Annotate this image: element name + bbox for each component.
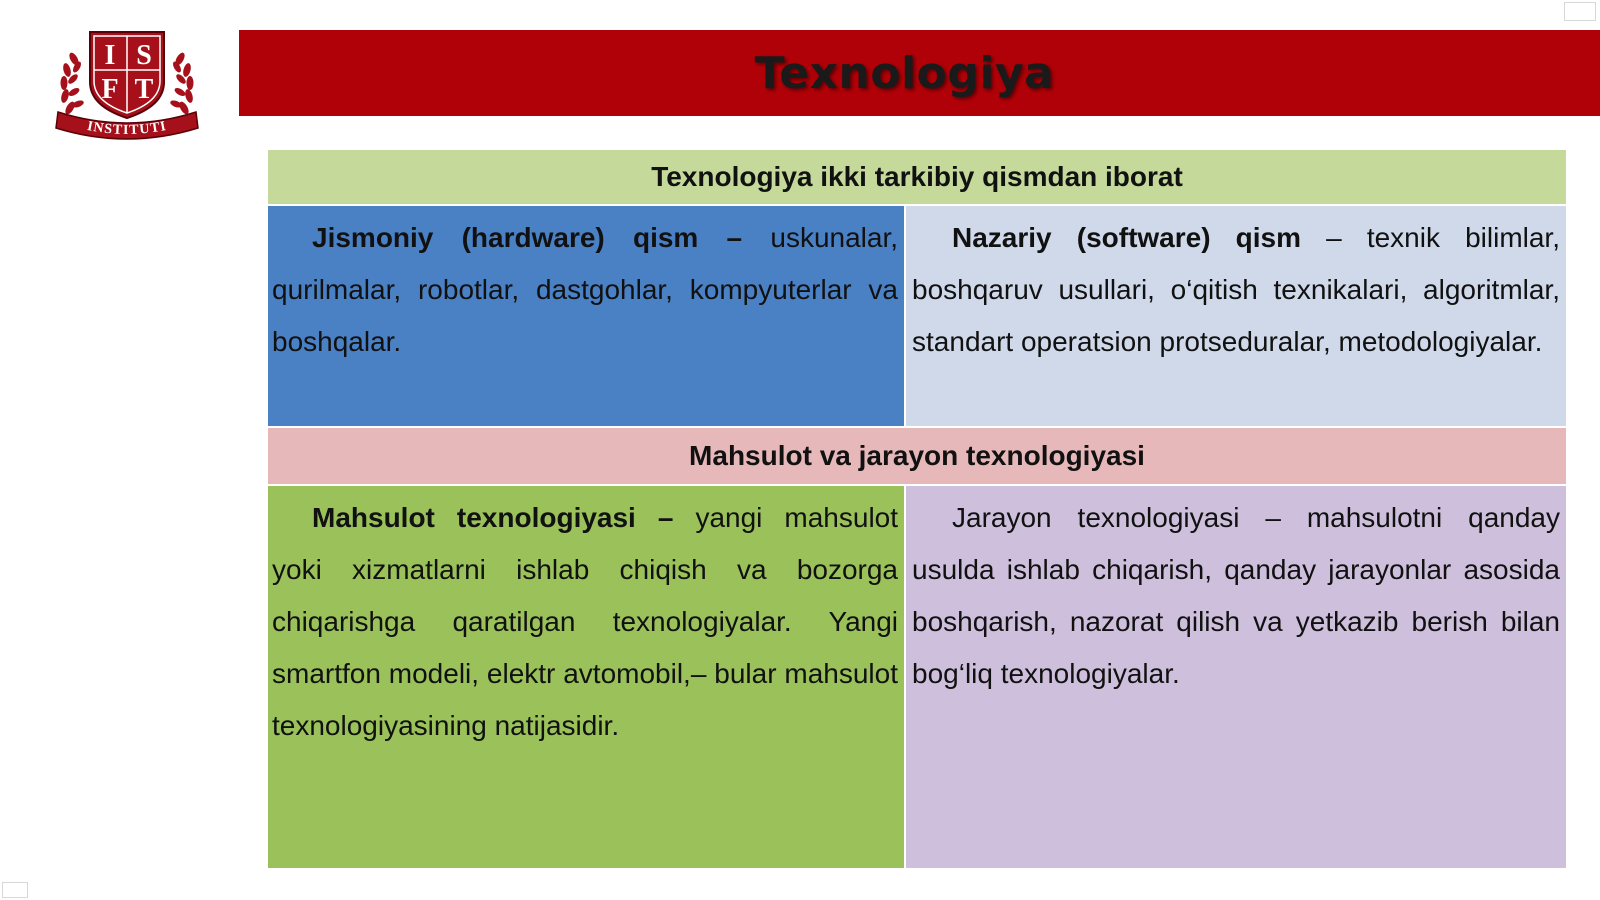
product-tech-term: Mahsulot texnologiyasi – bbox=[312, 502, 674, 533]
software-cell bbox=[906, 206, 1566, 426]
logo-emblem-icon bbox=[52, 22, 202, 140]
hardware-cell bbox=[268, 206, 904, 426]
laurel-left-icon bbox=[60, 51, 85, 116]
section1-row bbox=[268, 206, 1566, 426]
page-title: Texnologiya bbox=[754, 47, 1055, 99]
product-tech-cell bbox=[268, 486, 904, 868]
isft-logo bbox=[52, 22, 202, 140]
process-tech-text: Jarayon texnologiyasi – mahsulotni qanday usulda ishlab chiqarish, qanday jarayonlar asosida boshqarish, nazorat qilish va yetkazib berish bilan bog‘liq texnologiyalar. bbox=[912, 502, 1560, 689]
section2-header: Mahsulot va jarayon texnologiyasi bbox=[268, 428, 1566, 484]
logo-letter-f: F bbox=[101, 74, 119, 105]
software-term: Nazariy (software) qism bbox=[952, 222, 1302, 253]
corner-mark bbox=[1564, 2, 1596, 21]
section1-header: Texnologiya ikki tarkibiy qismdan iborat bbox=[268, 150, 1566, 204]
section2-row bbox=[268, 486, 1566, 868]
corner-mark bbox=[2, 882, 28, 898]
logo-letter-i: I bbox=[104, 40, 116, 71]
process-tech-cell bbox=[906, 486, 1566, 868]
title-bar bbox=[239, 30, 1600, 116]
logo-letter-s: S bbox=[136, 40, 152, 71]
logo-banner-text: INSTITUTI bbox=[85, 118, 169, 139]
hardware-term: Jismoniy (hardware) qism – bbox=[312, 222, 743, 253]
content-table bbox=[268, 150, 1566, 868]
logo-letter-t: T bbox=[134, 74, 154, 105]
software-text: – texnik bilimlar, boshqaruv usullari, o‘qitish texnikalari, algoritmlar, standart operatsion protseduralar, metodologiyalar. bbox=[912, 222, 1560, 357]
svg-text:INSTITUTI bbox=[86, 119, 168, 138]
product-tech-text: yangi mahsulot yoki xizmatlarni ishlab chiqish va bozorga chiqarishga qaratilgan texnologiyalar. Yangi smartfon modeli, elektr avtomobil,– bular mahsulot texnologiyasining natijasidir. bbox=[272, 502, 899, 741]
laurel-right-icon bbox=[169, 51, 194, 116]
hardware-text: uskunalar, qurilmalar, robotlar, dastgohlar, kompyuterlar va boshqalar. bbox=[272, 222, 899, 357]
